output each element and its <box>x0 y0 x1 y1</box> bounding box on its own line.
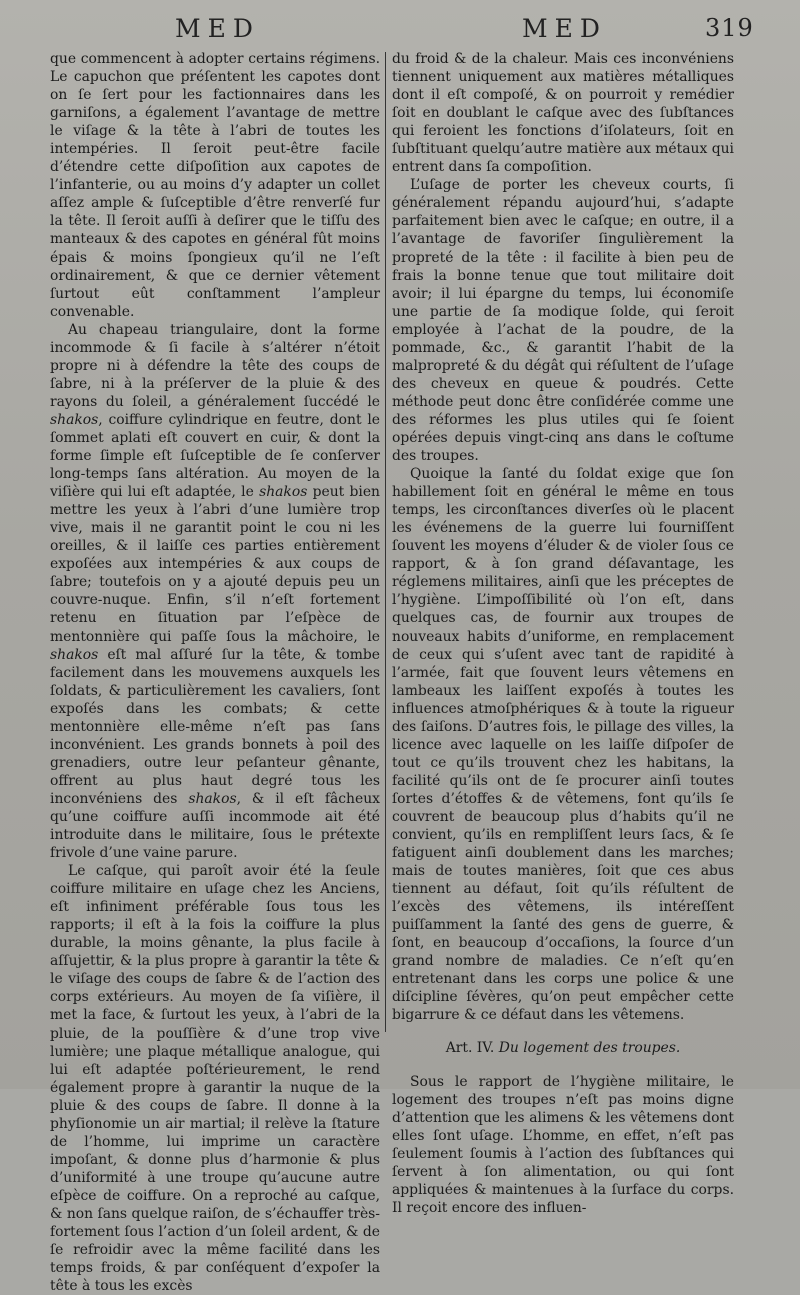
left-paragraph-1: que commencent à adopter certains régimens. Le capuchon que préſentent les capotes dont on ſe ſert pour les factionnaires dans les garniſons, a également l’avantage de mettre le viſage & la tête à l’abri de toutes les intempéries. Il ſeroit peut-être facile d’étendre cette diſpoſition aux capotes de l’infanterie, ou au moins d’y adapter un collet aſſez ample & ſuſceptible d’être renverſé fur la tête. Il ſeroit auſſi à deſirer que le tiſſu des manteaux & des capotes en général fût moins épais & moins ſpongieux qu’il ne l’eſt ordinairement, & que ce dernier vêtement ſurtout eût conſtamment l’ampleur convenable. <box>50 51 380 320</box>
column-divider <box>385 52 386 1032</box>
text-span: , coiffure cylindrique en feutre, dont le ſommet aplati eſt couvert en cuir, & dont la forme ſimple eſt ſuſceptible de ſe conſerver long-temps ſans altération. Au moyen de la viſière qui lui eſt adaptée, le <box>50 411 380 501</box>
text-span: eſt mal aſſuré ſur la tête, & tombe facilement dans les mouvemens auxquels les ſoldats, & particulièrement les cavaliers, ſont expoſés dans les combats; & cette mentonnière elle-même n’eſt pas ſans inconvénient. Les grands bonnets à poil des grenadiers, outre leur peſanteur gênante, offrent au plus haut degré tous les inconvéniens des <box>50 646 380 807</box>
italic-term: shakos <box>259 484 308 501</box>
left-paragraph-3: Le caſque, qui paroît avoir été la ſeule coiffure militaire en uſage chez les Anciens, eſt infiniment préférable ſous tous les rapports; il eſt à la fois la coiffure la plus durable, la moins gênante, la plus facile à aſſujettir, & la plus propre à garantir la tête & le viſage des coups de ſabre & de l’action des corps extérieurs. Au moyen de ſa viſière, il met la face, & ſurtout les yeux, à l’abri de la pluie, de la pouſſière & d’une trop vive lumière; une plaque métallique analogue, qui lui eſt adaptée poſtérieurement, le rend également propre à garantir la nuque de la pluie & des coups de ſabre. Il donne à la phyſionomie un air martial; il relève la ſtature de l’homme, lui imprime un caractère impoſant, & donne plus d’harmonie & plus d’uniformité à une troupe qu’aucune autre eſpèce de coiffure. On a reproché au caſque, & non ſans quelque raiſon, de s’échauffer très-fortement ſous l’action d’un ſoleil ardent, & de ſe refroidir avec la même facilité dans les temps froids, & par conſéquent d’expoſer la tête à tous les excès <box>50 863 380 1295</box>
italic-term: shakos <box>50 646 99 663</box>
italic-term: shakos <box>50 411 99 428</box>
left-column <box>50 50 380 1295</box>
section-heading <box>392 1039 734 1057</box>
right-column <box>392 50 734 1217</box>
right-paragraph-1: du froid & de la chaleur. Mais ces inconvéniens tiennent uniquement aux matières métalliques dont il eſt compoſé, & on pourroit y remédier ſoit en doublant le caſque avec des ſubſtances qui feroient les fonctions d’iſolateurs, ſoit en ſubſtituant quelqu’autre matière aux métaux qui entrent dans ſa compoſition. <box>392 51 734 176</box>
running-head-left: MED <box>175 14 260 43</box>
section-title: Du logement des troupes. <box>498 1039 681 1056</box>
left-paragraph-2 <box>50 321 380 862</box>
text-span: , & il eſt fâcheux qu’une coiffure auſſi incommode ait été introduite dans le militaire, ſous le prétexte frivole d’une vaine parure. <box>50 790 380 862</box>
right-paragraph-4: Sous le rapport de l’hygiène militaire, le logement des troupes n’eſt pas moins digne d’attention que les alimens & les vêtemens dont elles ſont uſage. L’homme, en effet, n’eſt pas ſeulement ſoumis à l’action des ſubſtances qui ſervent à ſon alimentation, ou qui ſont appliquées & maintenues à la ſurface du corps. Il reçoit encore des influen- <box>392 1073 734 1216</box>
text-span: Au chapeau triangulaire, dont la forme incommode & ſi facile à s’altérer n’étoit propre ni à défendre la tête des coups de ſabre, ni à la préſerver de la pluie & des rayons du ſoleil, a généralement ſuccédé le <box>50 321 380 410</box>
right-paragraph-2: L’uſage de porter les cheveux courts, ſi généralement répandu aujourd’hui, s’adapte parfaitement bien avec le caſque; en outre, il a l’avantage de favoriſer ſingulièrement la propreté de la tête : il facilite à bien peu de frais la bonne tenue que tout militaire doit avoir; il lui épargne du temps, lui économiſe une partie de ſa modique ſolde, qui ſeroit employée à l’achat de la poudre, de la pommade, &c., & garantit l’habit de la malpropreté & du dégât qui réſultent de l’uſage des cheveux en queue & poudrés. Cette méthode peut donc être conſidérée comme une des réformes les plus utiles qui ſe ſoient opérées depuis vingt-cinq ans dans le coſtume des troupes. <box>392 177 734 465</box>
italic-term: shakos <box>188 790 237 807</box>
running-head-right: MED <box>522 14 607 43</box>
section-number: Art. IV. <box>445 1039 495 1056</box>
page-number: 319 <box>705 14 754 42</box>
right-paragraph-3: Quoique la ſanté du ſoldat exige que ſon habillement ſoit en général le même en tous temps, les circonſtances diverſes où le placent les événemens de la guerre lui fourniſſent ſouvent les moyens d’éluder & de violer ſous ce rapport, & à ſon grand déſavantage, les réglemens militaires, ainſi que les préceptes de l’hygiène. L’impoſſibilité où l’on eſt, dans quelques cas, de fournir aux troupes de nouveaux habits d’uniforme, en remplacement de ceux qui s’uſent avec tant de rapidité à l’armée, fait que ſouvent leurs vêtemens en lambeaux les laiſſent expoſés à toutes les influences atmoſphériques & à toute la rigueur des ſaiſons. D’autres fois, le pillage des villes, la licence avec laquelle on les laiſſe diſpoſer de tout ce qu’ils trouvent chez les habitans, la facilité qu’ils ont de ſe procurer ainſi toutes ſortes d’étoffes & de vêtemens, font qu’ils ſe couvrent de beaucoup plus d’habits qu’il ne convient, qu’ils en rempliſſent leurs ſacs, & ſe fatiguent ainſi doublement dans les marches; mais de toutes manières, ſoit que ces abus tiennent au défaut, ſoit qu’ils réſultent de l’excès des vêtemens, ils intéreſſent puiſſamment la ſanté des gens de guerre, & ſont, en beaucoup d’occaſions, la ſource d’un grand nombre de maladies. Ce n’eſt qu’en entretenant dans les corps une police & une diſcipline ſévères, qu’on peut empêcher cette bigarrure & ce défaut dans les vêtemens. <box>392 466 734 1024</box>
text-span: peut bien mettre les yeux à l’abri d’une lumière trop vive, mais il ne garantit point le cou ni les oreilles, & il laiſſe ces parties entièrement expoſées aux intempéries & aux coups de ſabre; toutefois on y a ajouté depuis peu un couvre-nuque. Enfin, s’il n’eſt fortement retenu en ſituation par l’eſpèce de mentonnière qui paſſe ſous la mâchoire, le <box>50 484 380 645</box>
